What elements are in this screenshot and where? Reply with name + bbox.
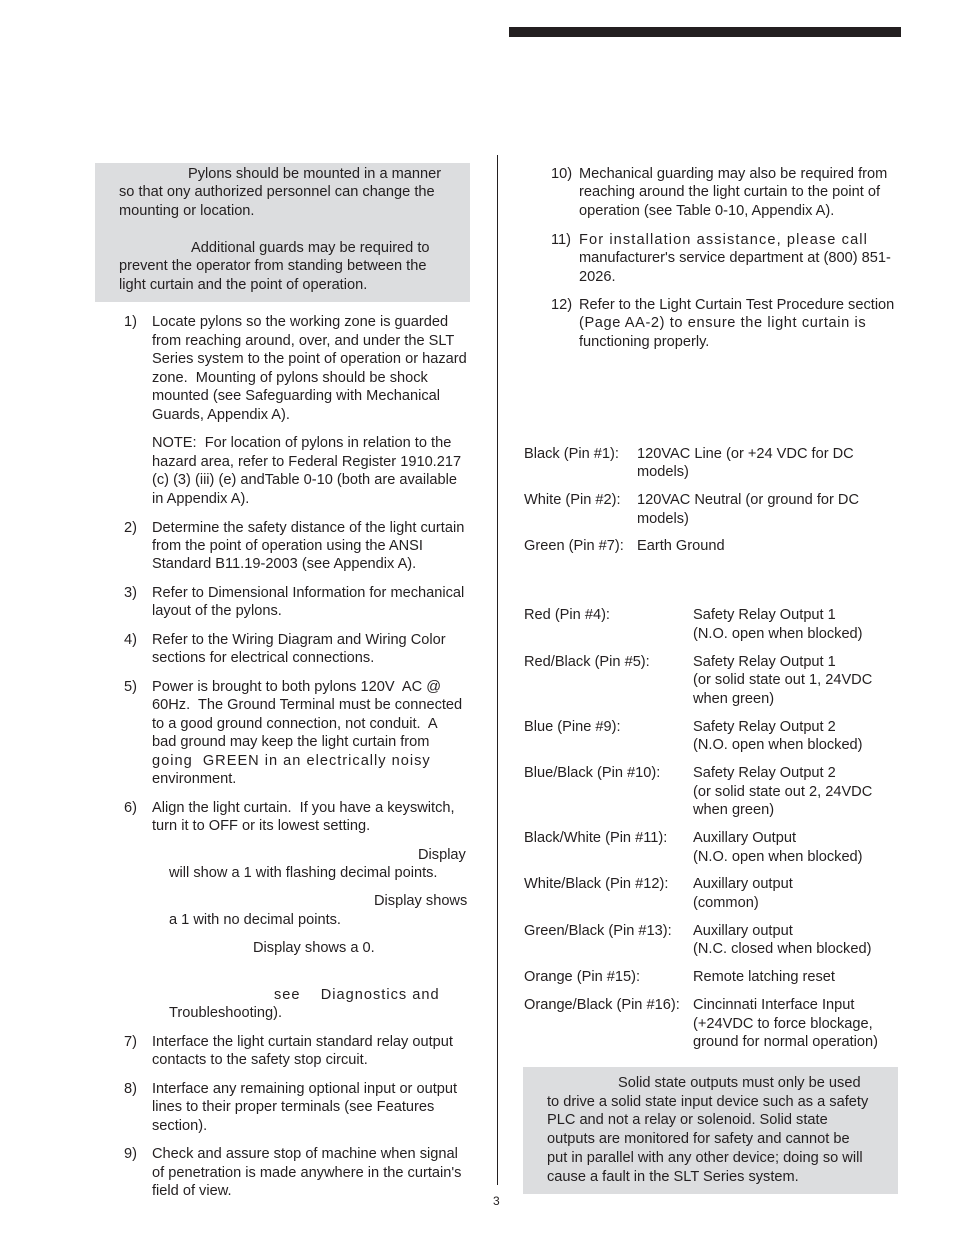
step-line: turn it to OFF or its lowest setting. bbox=[152, 818, 371, 834]
step-line: Troubleshooting). bbox=[169, 1005, 283, 1021]
pin-desc: 120VAC Line (or +24 VDC for DC bbox=[637, 446, 854, 462]
note-line: to drive a solid state input device such as a safety bbox=[547, 1094, 869, 1110]
step-line: (c) (3) (iii) (e) andTable 0-10 (both are available bbox=[152, 472, 457, 488]
pin-desc: Auxillary Output bbox=[693, 830, 797, 846]
step-line: Refer to the Light Curtain Test Procedure section bbox=[579, 297, 895, 313]
pin-label: White/Black (Pin #12): bbox=[524, 876, 669, 892]
step-number: 1) bbox=[124, 314, 137, 330]
pin-label: Green/Black (Pin #13): bbox=[524, 923, 672, 939]
pin-desc: when green) bbox=[693, 691, 775, 707]
step-line: layout of the pylons. bbox=[152, 603, 282, 619]
pin-label: Red/Black (Pin #5): bbox=[524, 654, 650, 670]
pin-label: Orange (Pin #15): bbox=[524, 969, 641, 985]
step-line: mounted (see Safeguarding with Mechanical bbox=[152, 388, 440, 404]
pin-label: Black (Pin #1): bbox=[524, 446, 619, 462]
note-line: cause a fault in the SLT Series system. bbox=[547, 1169, 799, 1185]
pin-desc: (N.O. open when blocked) bbox=[693, 737, 863, 753]
pin-label: Blue (Pine #9): bbox=[524, 719, 621, 735]
step-number: 4) bbox=[124, 632, 137, 648]
step-line: Standard B11.19-2003 (see Appendix A). bbox=[152, 556, 417, 572]
step-line: will show a 1 with flashing decimal points. bbox=[169, 865, 438, 881]
step-line: Refer to the Wiring Diagram and Wiring Color bbox=[152, 632, 446, 648]
step-line: hazard area, refer to Federal Register 1910.217 bbox=[152, 454, 462, 470]
step-line: sections for electrical connections. bbox=[152, 650, 375, 666]
pin-desc: Safety Relay Output 1 bbox=[693, 607, 836, 623]
step-line: operation (see Table 0-10, Appendix A). bbox=[579, 203, 835, 219]
pin-desc: (or solid state out 2, 24VDC bbox=[693, 784, 873, 800]
step-line: Guards, Appendix A). bbox=[152, 407, 290, 423]
note-line: mounting or location. bbox=[119, 203, 255, 219]
pin-desc: ground for normal operation) bbox=[693, 1034, 878, 1050]
step-number: 9) bbox=[124, 1146, 137, 1162]
pin-desc: Auxillary output bbox=[693, 923, 793, 939]
pin-label: White (Pin #2): bbox=[524, 492, 621, 508]
pin-label: Red (Pin #4): bbox=[524, 607, 610, 623]
pin-desc: (or solid state out 1, 24VDC bbox=[693, 672, 873, 688]
step-number: 2) bbox=[124, 520, 137, 536]
step-line: 60Hz. The Ground Terminal must be connected bbox=[152, 697, 463, 713]
step-line: environment. bbox=[152, 771, 237, 787]
step-line: Display shows a 0. bbox=[253, 940, 375, 956]
step-line: Determine the safety distance of the light curtain bbox=[152, 520, 465, 536]
note-line: Solid state outputs must only be used bbox=[618, 1075, 861, 1091]
step-line: a 1 with no decimal points. bbox=[169, 912, 341, 928]
step-line: field of view. bbox=[152, 1183, 232, 1199]
step-number: 3) bbox=[124, 585, 137, 601]
note-line: Pylons should be mounted in a manner bbox=[188, 166, 442, 182]
pin-desc: (N.C. closed when blocked) bbox=[693, 941, 872, 957]
step-number: 5) bbox=[124, 679, 137, 695]
step-line: 2026. bbox=[579, 269, 616, 285]
page-number: 3 bbox=[493, 1194, 500, 1208]
pin-desc: Safety Relay Output 1 bbox=[693, 654, 836, 670]
step-line: in Appendix A). bbox=[152, 491, 250, 507]
step-line: to a good ground connection, not conduit. A bbox=[152, 716, 438, 732]
pin-desc: models) bbox=[637, 511, 689, 527]
step-line: Check and assure stop of machine when signal bbox=[152, 1146, 458, 1162]
pin-desc: (N.O. open when blocked) bbox=[693, 626, 863, 642]
step-line: Align the light curtain. If you have a keyswitch, bbox=[152, 800, 455, 816]
pin-desc: Safety Relay Output 2 bbox=[693, 765, 836, 781]
step-line: Interface any remaining optional input or output bbox=[152, 1081, 458, 1097]
step-line: (Page AA-2) to ensure the light curtain is bbox=[579, 315, 867, 331]
step-line: bad ground may keep the light curtain from bbox=[152, 734, 430, 750]
step-line: lines to their proper terminals (see Features bbox=[152, 1099, 435, 1115]
pin-desc: Cincinnati Interface Input bbox=[693, 997, 855, 1013]
note-line: outputs are monitored for safety and cannot be bbox=[547, 1131, 850, 1147]
step-line: Display bbox=[418, 847, 466, 863]
pin-desc: (N.O. open when blocked) bbox=[693, 849, 863, 865]
step-number: 6) bbox=[124, 800, 137, 816]
step-number: 12) bbox=[551, 297, 573, 313]
pin-label: Black/White (Pin #11): bbox=[524, 830, 668, 846]
note-line: Additional guards may be required to bbox=[191, 240, 430, 256]
pin-desc: (+24VDC to force blockage, bbox=[693, 1016, 873, 1032]
column-divider bbox=[497, 155, 498, 1185]
step-line: Mechanical guarding may also be required from bbox=[579, 166, 888, 182]
step-number: 8) bbox=[124, 1081, 137, 1097]
step-line: from reaching around, over, and under the SLT bbox=[152, 333, 455, 349]
step-number: 7) bbox=[124, 1034, 137, 1050]
pin-label: Orange/Black (Pin #16): bbox=[524, 997, 680, 1013]
note-line: put in parallel with any other device; doing so will bbox=[547, 1150, 863, 1166]
pin-desc: Remote latching reset bbox=[693, 969, 835, 985]
step-line: For installation assistance, please call bbox=[579, 232, 868, 248]
step-line: Refer to Dimensional Information for mechanical bbox=[152, 585, 465, 601]
step-line: NOTE: For location of pylons in relation to the bbox=[152, 435, 452, 451]
step-line: see Diagnostics and bbox=[274, 987, 440, 1003]
note-line: so that ony authorized personnel can change the bbox=[119, 184, 435, 200]
step-line: going GREEN in an electrically noisy bbox=[152, 753, 431, 769]
note-line: PLC and not a relay or solenoid. Solid state bbox=[547, 1112, 828, 1128]
step-line: of penetration is made anywhere in the curtain's bbox=[152, 1165, 462, 1181]
pin-desc: 120VAC Neutral (or ground for DC bbox=[637, 492, 859, 508]
step-line: from the point of operation using the ANSI bbox=[152, 538, 423, 554]
pin-desc: Auxillary output bbox=[693, 876, 793, 892]
header-bar bbox=[509, 27, 901, 37]
step-line: section). bbox=[152, 1118, 208, 1134]
step-line: zone. Mounting of pylons should be shock bbox=[152, 370, 428, 386]
pin-label: Blue/Black (Pin #10): bbox=[524, 765, 661, 781]
pin-desc: (common) bbox=[693, 895, 759, 911]
note-line: prevent the operator from standing between the bbox=[119, 258, 427, 274]
pin-label: Green (Pin #7): bbox=[524, 538, 624, 554]
note-line: light curtain and the point of operation. bbox=[119, 277, 368, 293]
step-line: reaching around the light curtain to the point of bbox=[579, 184, 880, 200]
step-line: contacts to the safety stop circuit. bbox=[152, 1052, 368, 1068]
step-line: manufacturer's service department at (800) 851- bbox=[579, 250, 891, 266]
pin-desc: Earth Ground bbox=[637, 538, 725, 554]
step-line: Display shows bbox=[374, 893, 468, 909]
step-number: 10) bbox=[551, 166, 573, 182]
step-number: 11) bbox=[551, 232, 572, 248]
pin-desc: models) bbox=[637, 464, 689, 480]
step-line: Locate pylons so the working zone is guarded bbox=[152, 314, 449, 330]
pin-desc: when green) bbox=[693, 802, 775, 818]
step-line: functioning properly. bbox=[579, 334, 710, 350]
step-line: Series system to the point of operation or hazard bbox=[152, 351, 467, 367]
step-line: Interface the light curtain standard relay output bbox=[152, 1034, 453, 1050]
pin-desc: Safety Relay Output 2 bbox=[693, 719, 836, 735]
step-line: Power is brought to both pylons 120V AC @ bbox=[152, 679, 442, 695]
